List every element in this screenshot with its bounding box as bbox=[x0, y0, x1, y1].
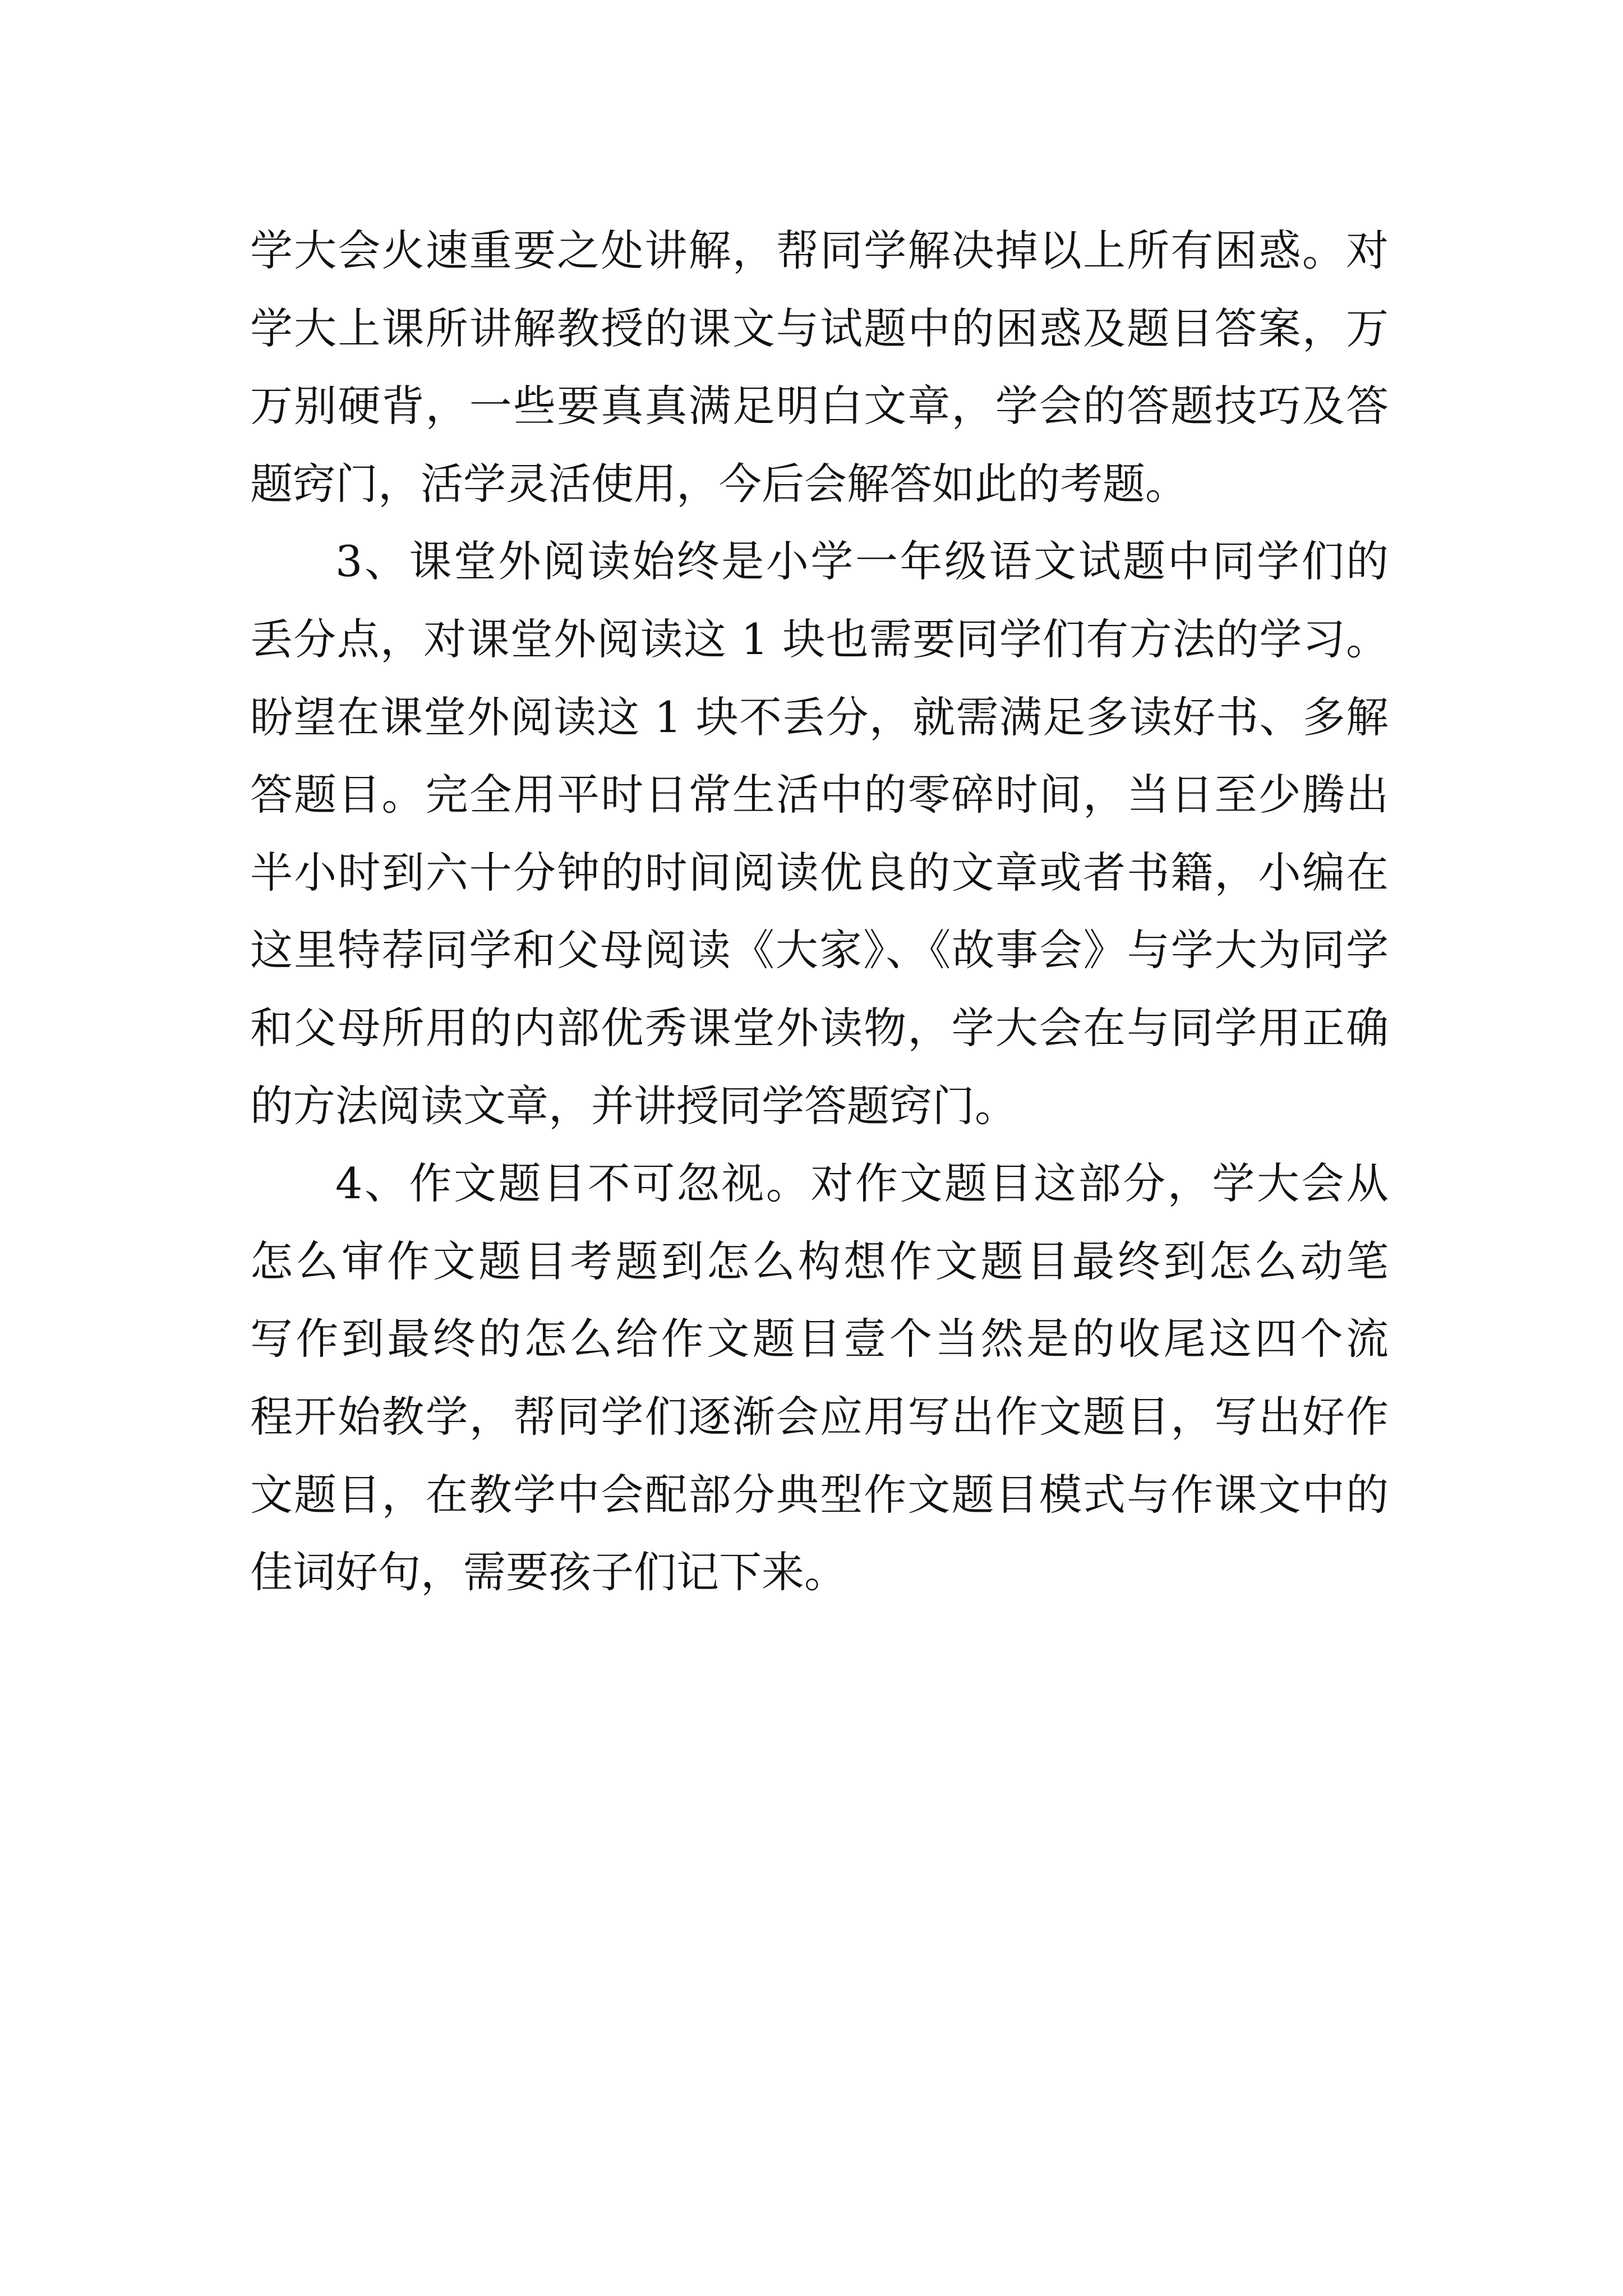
text-line: 半小时到六十分钟的时间阅读优良的文章或者书籍，小编在 bbox=[250, 847, 1389, 898]
text-line: 的方法阅读文章，并讲授同学答题窍门。 bbox=[250, 1080, 1017, 1131]
text-line: 学大上课所讲解教授的课文与试题中的困惑及题目答案，万 bbox=[250, 303, 1389, 353]
text-line: 怎么审作文题目考题到怎么构想作文题目最终到怎么动笔 bbox=[250, 1236, 1389, 1286]
text-line: 佳词好句，需要孩子们记下来。 bbox=[250, 1547, 847, 1598]
text-line: 题窍门，活学灵活使用，今后会解答如此的考题。 bbox=[250, 458, 1188, 509]
text-line: 这里特荐同学和父母阅读《大家》、《故事会》与学大为同学 bbox=[250, 925, 1389, 976]
paragraph-3-first-line: 3、课堂外阅读始终是小学一年级语文试题中同学们的 bbox=[335, 536, 1389, 587]
text-line: 文题目，在教学中会配部分典型作文题目模式与作课文中的 bbox=[250, 1469, 1389, 1520]
text-line: 程开始教学，帮同学们逐渐会应用写出作文题目，写出好作 bbox=[250, 1391, 1389, 1442]
text-line: 和父母所用的内部优秀课堂外读物，学大会在与同学用正确 bbox=[250, 1002, 1389, 1053]
text-line: 答题目。完全用平时日常生活中的零碎时间，当日至少腾出 bbox=[250, 770, 1389, 820]
text-line: 写作到最终的怎么给作文题目壹个当然是的收尾这四个流 bbox=[250, 1314, 1389, 1364]
paragraph-4-first-line: 4、作文题目不可忽视。对作文题目这部分，学大会从 bbox=[335, 1158, 1389, 1209]
body-text bbox=[250, 212, 1389, 1612]
text-line: 丢分点，对课堂外阅读这 1 块也需要同学们有方法的学习。 bbox=[250, 614, 1389, 664]
text-line: 盼望在课堂外阅读这 1 块不丢分，就需满足多读好书、多解 bbox=[250, 692, 1389, 742]
text-line: 万别硬背，一些要真真满足明白文章，学会的答题技巧及答 bbox=[250, 381, 1389, 431]
text-line: 学大会火速重要之处讲解，帮同学解决掉以上所有困惑。对 bbox=[250, 226, 1389, 275]
